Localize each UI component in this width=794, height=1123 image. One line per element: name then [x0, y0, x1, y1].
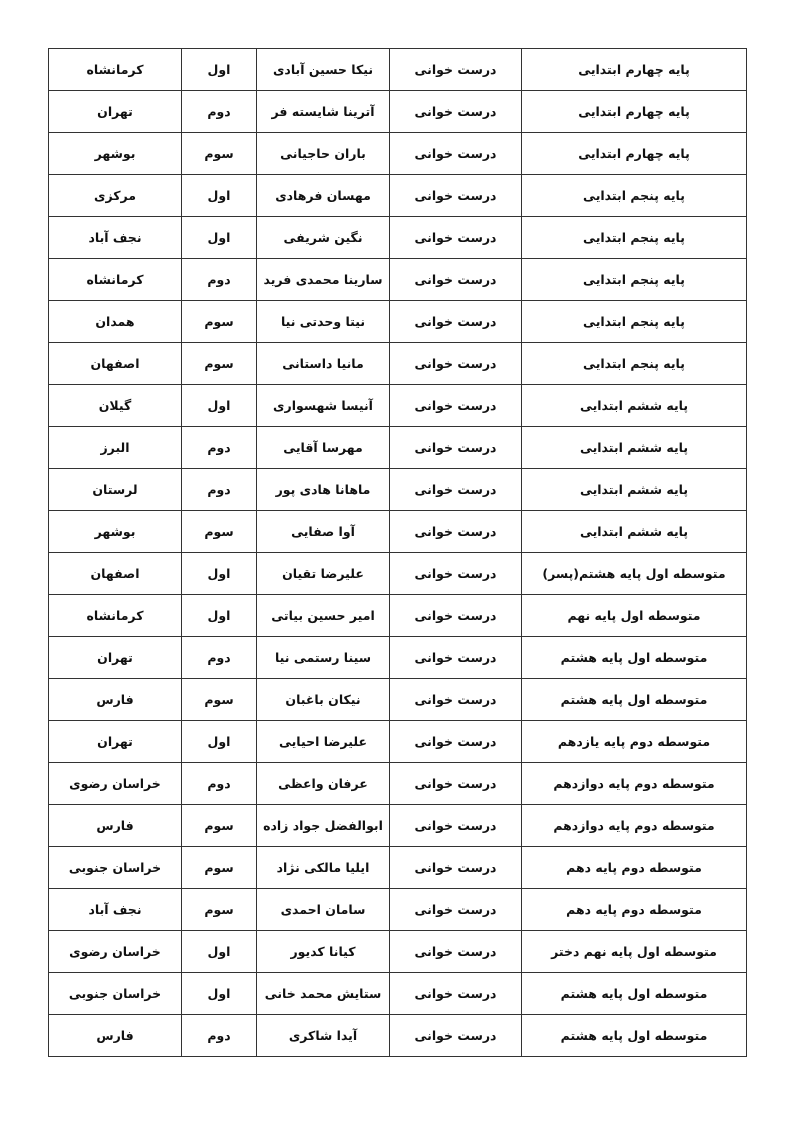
- name-cell: ایلیا مالکی نژاد: [257, 847, 390, 889]
- table-row: [49, 637, 747, 679]
- table-row: [49, 763, 747, 805]
- table-row: [49, 259, 747, 301]
- grade-cell: پایه پنجم ابتدایی: [522, 301, 747, 343]
- table-row: [49, 175, 747, 217]
- rank-cell: سوم: [182, 847, 257, 889]
- subject-cell: درست خوانی: [390, 259, 522, 301]
- subject-cell: درست خوانی: [390, 637, 522, 679]
- name-cell: کیانا کدیور: [257, 931, 390, 973]
- rank-cell: سوم: [182, 301, 257, 343]
- table-row: [49, 847, 747, 889]
- name-cell: باران حاجیانی: [257, 133, 390, 175]
- rank-cell: اول: [182, 175, 257, 217]
- table-row: [49, 889, 747, 931]
- table-row: [49, 49, 747, 91]
- subject-cell: درست خوانی: [390, 763, 522, 805]
- name-cell: آیدا شاکری: [257, 1015, 390, 1057]
- grade-cell: پایه ششم ابتدایی: [522, 385, 747, 427]
- name-cell: آترینا شایسته فر: [257, 91, 390, 133]
- rank-cell: سوم: [182, 343, 257, 385]
- province-cell: فارس: [49, 1015, 182, 1057]
- province-cell: همدان: [49, 301, 182, 343]
- subject-cell: درست خوانی: [390, 973, 522, 1015]
- name-cell: ستایش محمد خانی: [257, 973, 390, 1015]
- rank-cell: اول: [182, 553, 257, 595]
- subject-cell: درست خوانی: [390, 49, 522, 91]
- grade-cell: متوسطه اول پایه هشتم: [522, 679, 747, 721]
- subject-cell: درست خوانی: [390, 889, 522, 931]
- name-cell: نیتا وحدتی نیا: [257, 301, 390, 343]
- name-cell: علیرضا احیایی: [257, 721, 390, 763]
- name-cell: ابوالفضل جواد زاده: [257, 805, 390, 847]
- grade-cell: پایه چهارم ابتدایی: [522, 133, 747, 175]
- name-cell: ماهانا هادی پور: [257, 469, 390, 511]
- name-cell: آوا صفایی: [257, 511, 390, 553]
- subject-cell: درست خوانی: [390, 1015, 522, 1057]
- province-cell: بوشهر: [49, 133, 182, 175]
- subject-cell: درست خوانی: [390, 175, 522, 217]
- grade-cell: پایه پنجم ابتدایی: [522, 343, 747, 385]
- subject-cell: درست خوانی: [390, 595, 522, 637]
- name-cell: مانیا داستانی: [257, 343, 390, 385]
- results-table: [48, 48, 747, 1057]
- rank-cell: اول: [182, 385, 257, 427]
- grade-cell: پایه ششم ابتدایی: [522, 427, 747, 469]
- rank-cell: سوم: [182, 511, 257, 553]
- province-cell: فارس: [49, 679, 182, 721]
- grade-cell: متوسطه دوم پایه دوازدهم: [522, 805, 747, 847]
- name-cell: علیرضا تقیان: [257, 553, 390, 595]
- subject-cell: درست خوانی: [390, 847, 522, 889]
- rank-cell: اول: [182, 595, 257, 637]
- province-cell: کرمانشاه: [49, 259, 182, 301]
- name-cell: امیر حسین بیاتی: [257, 595, 390, 637]
- rank-cell: سوم: [182, 679, 257, 721]
- subject-cell: درست خوانی: [390, 301, 522, 343]
- subject-cell: درست خوانی: [390, 721, 522, 763]
- name-cell: نگین شریفی: [257, 217, 390, 259]
- subject-cell: درست خوانی: [390, 217, 522, 259]
- grade-cell: متوسطه اول پایه هشتم: [522, 973, 747, 1015]
- table-row: [49, 91, 747, 133]
- table-row: [49, 973, 747, 1015]
- rank-cell: دوم: [182, 637, 257, 679]
- subject-cell: درست خوانی: [390, 133, 522, 175]
- province-cell: البرز: [49, 427, 182, 469]
- subject-cell: درست خوانی: [390, 427, 522, 469]
- subject-cell: درست خوانی: [390, 511, 522, 553]
- table-row: [49, 133, 747, 175]
- table-row: [49, 511, 747, 553]
- grade-cell: متوسطه دوم پایه دهم: [522, 889, 747, 931]
- table-row: [49, 385, 747, 427]
- table-row: [49, 301, 747, 343]
- subject-cell: درست خوانی: [390, 679, 522, 721]
- grade-cell: پایه پنجم ابتدایی: [522, 259, 747, 301]
- province-cell: نجف آباد: [49, 889, 182, 931]
- table-row: [49, 805, 747, 847]
- rank-cell: اول: [182, 931, 257, 973]
- province-cell: تهران: [49, 637, 182, 679]
- subject-cell: درست خوانی: [390, 553, 522, 595]
- table-row: [49, 721, 747, 763]
- subject-cell: درست خوانی: [390, 343, 522, 385]
- grade-cell: پایه چهارم ابتدایی: [522, 91, 747, 133]
- rank-cell: سوم: [182, 805, 257, 847]
- province-cell: گیلان: [49, 385, 182, 427]
- rank-cell: دوم: [182, 427, 257, 469]
- subject-cell: درست خوانی: [390, 805, 522, 847]
- grade-cell: متوسطه اول پایه هشتم: [522, 637, 747, 679]
- rank-cell: دوم: [182, 469, 257, 511]
- table-row: [49, 469, 747, 511]
- table-row: [49, 679, 747, 721]
- results-table-body: [49, 49, 747, 1057]
- table-row: [49, 427, 747, 469]
- province-cell: تهران: [49, 91, 182, 133]
- table-row: [49, 217, 747, 259]
- grade-cell: متوسطه اول پایه نهم دختر: [522, 931, 747, 973]
- province-cell: خراسان رضوی: [49, 931, 182, 973]
- grade-cell: پایه چهارم ابتدایی: [522, 49, 747, 91]
- table-row: [49, 1015, 747, 1057]
- province-cell: خراسان رضوی: [49, 763, 182, 805]
- rank-cell: اول: [182, 49, 257, 91]
- province-cell: اصفهان: [49, 553, 182, 595]
- rank-cell: دوم: [182, 763, 257, 805]
- province-cell: کرمانشاه: [49, 49, 182, 91]
- grade-cell: متوسطه دوم پایه یازدهم: [522, 721, 747, 763]
- subject-cell: درست خوانی: [390, 469, 522, 511]
- province-cell: خراسان جنوبی: [49, 847, 182, 889]
- name-cell: مهرسا آقایی: [257, 427, 390, 469]
- grade-cell: متوسطه اول پایه نهم: [522, 595, 747, 637]
- table-row: [49, 931, 747, 973]
- grade-cell: پایه پنجم ابتدایی: [522, 217, 747, 259]
- province-cell: خراسان جنوبی: [49, 973, 182, 1015]
- grade-cell: متوسطه دوم پایه دهم: [522, 847, 747, 889]
- grade-cell: پایه پنجم ابتدایی: [522, 175, 747, 217]
- name-cell: عرفان واعظی: [257, 763, 390, 805]
- grade-cell: متوسطه اول پایه هشتم: [522, 1015, 747, 1057]
- grade-cell: پایه ششم ابتدایی: [522, 511, 747, 553]
- name-cell: نیکا حسین آبادی: [257, 49, 390, 91]
- rank-cell: اول: [182, 973, 257, 1015]
- name-cell: سارینا محمدی فرید: [257, 259, 390, 301]
- rank-cell: دوم: [182, 91, 257, 133]
- name-cell: مهسان فرهادی: [257, 175, 390, 217]
- rank-cell: اول: [182, 217, 257, 259]
- subject-cell: درست خوانی: [390, 931, 522, 973]
- table-row: [49, 343, 747, 385]
- name-cell: نیکان باغبان: [257, 679, 390, 721]
- rank-cell: دوم: [182, 1015, 257, 1057]
- grade-cell: متوسطه اول پایه هشتم(پسر): [522, 553, 747, 595]
- subject-cell: درست خوانی: [390, 91, 522, 133]
- table-row: [49, 595, 747, 637]
- name-cell: سامان احمدی: [257, 889, 390, 931]
- grade-cell: پایه ششم ابتدایی: [522, 469, 747, 511]
- province-cell: تهران: [49, 721, 182, 763]
- province-cell: کرمانشاه: [49, 595, 182, 637]
- table-row: [49, 553, 747, 595]
- province-cell: بوشهر: [49, 511, 182, 553]
- grade-cell: متوسطه دوم پایه دوازدهم: [522, 763, 747, 805]
- name-cell: سینا رستمی نیا: [257, 637, 390, 679]
- rank-cell: سوم: [182, 889, 257, 931]
- province-cell: فارس: [49, 805, 182, 847]
- subject-cell: درست خوانی: [390, 385, 522, 427]
- province-cell: لرستان: [49, 469, 182, 511]
- rank-cell: سوم: [182, 133, 257, 175]
- name-cell: آنیسا شهسواری: [257, 385, 390, 427]
- province-cell: اصفهان: [49, 343, 182, 385]
- rank-cell: اول: [182, 721, 257, 763]
- rank-cell: دوم: [182, 259, 257, 301]
- province-cell: نجف آباد: [49, 217, 182, 259]
- province-cell: مرکزی: [49, 175, 182, 217]
